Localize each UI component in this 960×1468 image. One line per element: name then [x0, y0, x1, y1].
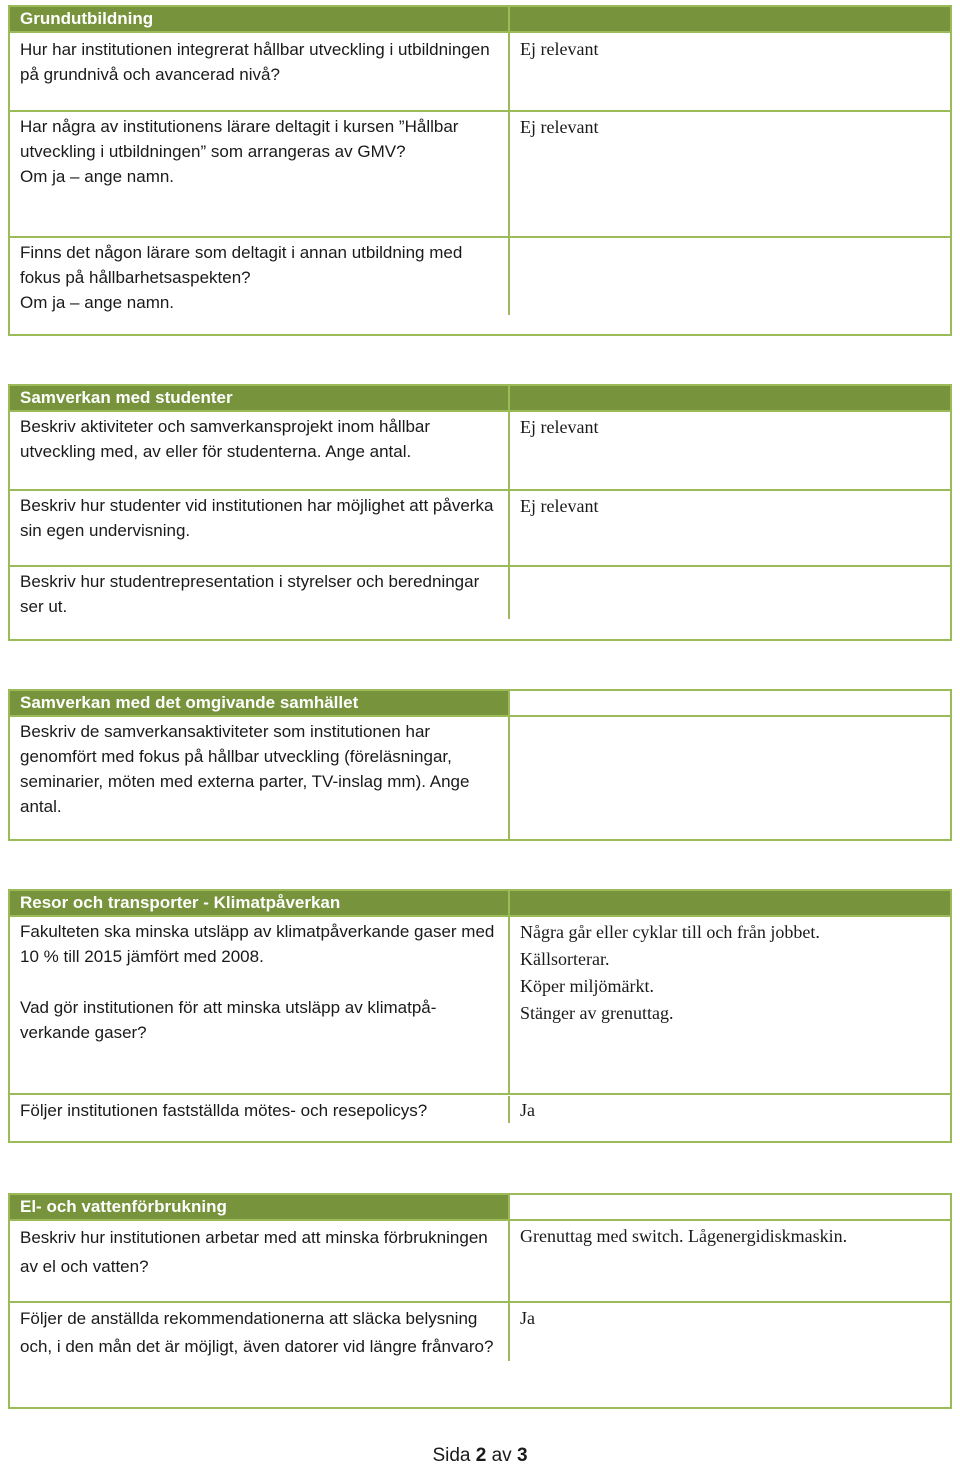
- answer-text: Ej relevant: [520, 117, 599, 137]
- table-row: [10, 1093, 950, 1124]
- question-note: Om ja – ange namn.: [20, 293, 175, 312]
- page-footer: [0, 1444, 960, 1468]
- answer-cell[interactable]: [510, 1221, 950, 1301]
- section-header: [10, 891, 950, 917]
- table-row: [10, 412, 950, 489]
- question-cell: [10, 1096, 510, 1123]
- answer-text: Ja: [520, 1308, 535, 1328]
- answer-text: Ej relevant: [520, 39, 599, 59]
- table-row: [10, 33, 950, 110]
- header-spacer: [510, 386, 950, 410]
- table-row: [10, 1301, 950, 1361]
- question-cell: [10, 567, 510, 619]
- section-header: [10, 386, 950, 412]
- answer-text: Ja: [520, 1100, 535, 1120]
- answer-line: Köper miljömärkt.: [520, 976, 654, 996]
- question-text: Finns det någon lärare som deltagit i annan utbildning med fokus på hållbarhetsaspekten?: [20, 243, 463, 287]
- question-text: Följer de anställda rekommendationerna att släcka belysning och, i den mån det är möjligt, även datorer vid längre frånvaro?: [20, 1309, 494, 1356]
- header-spacer: [510, 7, 950, 31]
- table-row: [10, 717, 950, 841]
- question-cell: [10, 238, 510, 315]
- footer-middle: av: [491, 1445, 512, 1466]
- table-row: [10, 236, 950, 315]
- section-header: [10, 691, 950, 717]
- question-text: Beskriv hur studenter vid institutionen har möjlighet att påverka sin egen undervisning.: [20, 496, 494, 540]
- table-row: [10, 489, 950, 565]
- footer-prefix: Sida: [432, 1445, 471, 1466]
- answer-cell[interactable]: [510, 33, 950, 110]
- answer-line: Stänger av grenuttag.: [520, 1003, 674, 1023]
- answer-cell[interactable]: [510, 567, 950, 619]
- question-cell: [10, 717, 510, 841]
- answer-cell[interactable]: [510, 1303, 950, 1361]
- answer-cell[interactable]: [510, 1095, 950, 1124]
- question-cell: [10, 1221, 510, 1301]
- question-cell: [10, 412, 510, 489]
- answer-cell[interactable]: [510, 491, 950, 565]
- question-cell: [10, 491, 510, 565]
- answer-text: Ej relevant: [520, 496, 599, 516]
- question-text: Har några av institutionens lärare deltagit i kursen ”Hållbar utveckling i utbildningen” som arrangeras av GMV?: [20, 117, 459, 161]
- answer-cell[interactable]: [510, 717, 950, 841]
- table-samhallet: [8, 689, 952, 841]
- section-title: Samverkan med studenter: [10, 386, 510, 410]
- section-header: [10, 1195, 950, 1221]
- answer-text: Grenuttag med switch. Lågenergidiskmaskin.: [520, 1226, 848, 1246]
- answer-cell[interactable]: [510, 112, 950, 236]
- table-grundutbildning: [8, 5, 952, 336]
- table-row: [10, 1221, 950, 1301]
- answer-cell[interactable]: [510, 238, 950, 315]
- question-text: Beskriv de samverkansaktiviteter som institutionen har genomfört med fokus på hållbar utveckling (föreläsningar, seminarier, möten med externa parter, TV-inslag mm). Ange antal.: [20, 722, 470, 816]
- question-text: Beskriv hur institutionen arbetar med att minska förbrukningen av el och vatten?: [20, 1228, 488, 1276]
- answer-line: Några går eller cyklar till och från jobbet.: [520, 922, 820, 942]
- header-spacer: [510, 1195, 950, 1219]
- question-text-2: Vad gör institutionen för att minska utsläpp av klimatpå-verkande gaser?: [20, 998, 437, 1042]
- question-text: Beskriv hur studentrepresentation i styrelser och beredningar ser ut.: [20, 572, 480, 616]
- question-note: Om ja – ange namn.: [20, 167, 175, 186]
- question-cell: [10, 1303, 510, 1361]
- question-cell: [10, 33, 510, 110]
- question-text: Hur har institutionen integrerat hållbar utveckling i utbildningen på grundnivå och avancerad nivå?: [20, 40, 490, 84]
- answer-text: Ej relevant: [520, 417, 599, 437]
- table-studenter: [8, 384, 952, 641]
- footer-page-number: 2: [475, 1445, 487, 1466]
- table-elvatten: [8, 1193, 952, 1409]
- question-text: Beskriv aktiviteter och samverkansprojekt inom hållbar utveckling med, av eller för studenterna. Ange antal.: [20, 417, 431, 461]
- header-spacer: [510, 891, 950, 915]
- section-title: Samverkan med det omgivande samhället: [10, 691, 510, 715]
- question-cell: [10, 917, 510, 1093]
- section-header: [10, 7, 950, 33]
- answer-line: Källsorterar.: [520, 949, 610, 969]
- footer-page-total: 3: [516, 1445, 528, 1466]
- question-text: Följer institutionen fastställda mötes- och resepolicys?: [20, 1101, 428, 1120]
- table-row: [10, 110, 950, 236]
- table-resor: [8, 889, 952, 1143]
- table-row: [10, 917, 950, 1093]
- answer-cell[interactable]: [510, 917, 950, 1093]
- section-title: Grundutbildning: [10, 7, 510, 31]
- section-title: Resor och transporter - Klimatpåverkan: [10, 891, 510, 915]
- question-cell: [10, 112, 510, 236]
- table-row: [10, 565, 950, 619]
- header-spacer: [510, 691, 950, 715]
- question-text: Fakulteten ska minska utsläpp av klimatpåverkande gaser med 10 % till 2015 jämfört med 2008.: [20, 922, 495, 966]
- answer-cell[interactable]: [510, 412, 950, 489]
- section-title: El- och vattenförbrukning: [10, 1195, 510, 1219]
